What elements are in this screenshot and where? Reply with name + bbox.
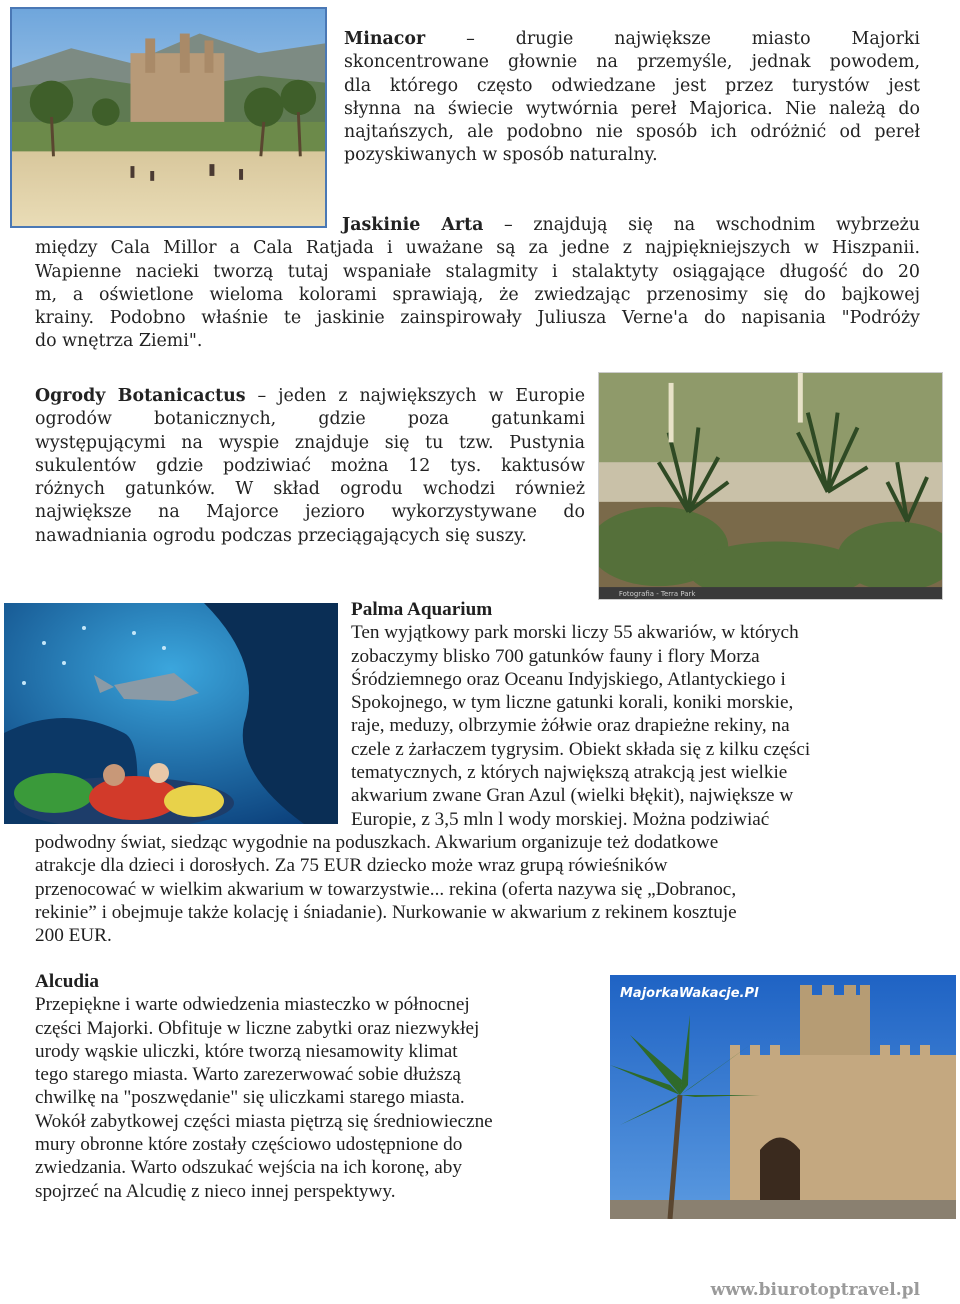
alcudia-line-4: tego starego miasta. Warto zarezerwować sobie dłuższą: [35, 1064, 461, 1086]
botanicactus-photo-caption: Fotografia - Terra Park: [618, 590, 696, 599]
alcudia-line-7: mury obronne które zostały częściowo udostępnione do: [35, 1134, 463, 1156]
aquarium-line-12: przenocować w wielkim akwarium w towarzystwie... rekina (oferta nazywa się „Dobranoc,: [35, 878, 737, 900]
aquarium-line-1: Ten wyjątkowy park morski liczy 55 akwariów, w których: [351, 622, 799, 644]
alcudia-line-6: Wokół zabytkowej części miasta piętrzą się średniowieczne: [35, 1110, 493, 1132]
botanicactus-line-2: ogrodów botanicznych, gdzie poza gatunkami: [35, 409, 585, 430]
section-botanicactus: [35, 385, 585, 548]
arta-line-3: Wapienne nacieki tworzą tutaj wspaniałe stalagmity i stalaktyty osiągające długość do 20: [35, 261, 920, 282]
botanicactus-line-4: sukulentów gdzie podziwiać można 12 tys. kaktusów: [35, 455, 585, 476]
aquarium-line-10: podwodny świat, siedząc wygodnie na poduszkach. Akwarium organizuje też dodatkowe: [35, 832, 719, 853]
alcudia-photo-watermark: MajorkaWakacje.Pl: [620, 986, 759, 1001]
arta-line-4: m, a oświetlone wieloma kolorami sprawiają, że zwiedzając przenosimy się do bajkowej: [35, 284, 920, 305]
arta-line-1: – znajdują się na wschodnim wybrzeżu: [504, 215, 920, 235]
palma-aquarium-photo: [4, 603, 338, 824]
botanicactus-line-5: różnych gatunków. W skład ogrodu wchodzi również: [35, 479, 585, 500]
section-aquarium-side: [351, 598, 921, 831]
palma-cathedral-beach-photo: [10, 7, 327, 228]
aquarium-line-14: 200 EUR.: [35, 925, 112, 947]
alcudia-line-2: części Majorki. Obfituje w liczne zabytki oraz niezwykłej: [35, 1017, 480, 1039]
minacor-line-2: skoncentrowane głownie na przemyśle, jednak powodem,: [344, 52, 920, 73]
botanicactus-title: Ogrody Botanicactus: [35, 386, 246, 406]
alcudia-title: Alcudia: [35, 971, 99, 992]
aquarium-line-6: czele z żarłaczem tygrysim. Obiekt składa się z kilku części: [351, 738, 811, 760]
alcudia-line-5: chwilkę na "poszwędanie" się uliczkami starego miasta.: [35, 1087, 465, 1109]
alcudia-gate-photo: [610, 975, 956, 1219]
aquarium-line-13: rekinie” i obejmuje także kolację i śniadanie). Nurkowanie w akwarium z rekinem kosztuje: [35, 901, 737, 923]
minacor-line-1: – drugie największe miasto Majorki: [466, 29, 920, 49]
minacor-title: Minacor: [344, 29, 426, 49]
botanicactus-garden-photo: [598, 372, 943, 600]
alcudia-line-8: zwiedzania. Warto odszukać wejścia na ich koronę, aby: [35, 1157, 462, 1179]
aquarium-line-7: tematycznych, z których największą atrakcją jest wielkie: [351, 762, 788, 784]
aquarium-line-9: Europie, z 3,5 mln l wody morskiej. Można podziwiać: [351, 808, 770, 830]
section-arta: [35, 214, 920, 354]
botanicactus-line-6: największe na Majorce jezioro wykorzystywane do: [35, 502, 585, 523]
alcudia-line-9: spojrzeć na Alcudię z nieco innej perspektywy.: [35, 1180, 396, 1202]
aquarium-line-4: Spokojnego, w tym liczne gatunki korali, koniki morskie,: [351, 692, 794, 714]
arta-title: Jaskinie Arta: [342, 215, 484, 235]
botanicactus-line-7: nawadniania ogrodu podczas przeciągających się suszy.: [35, 525, 527, 546]
arta-line-6: do wnętrza Ziemi".: [35, 331, 203, 352]
botanicactus-line-3: występującymi na wyspie znajduje się tu tzw. Pustynia: [35, 432, 585, 453]
section-aquarium-full: [35, 831, 920, 947]
alcudia-line-3: urody wąskie uliczki, które tworzą niesamowity klimat: [35, 1040, 458, 1062]
aquarium-line-2: zobaczymy blisko 700 gatunków fauny i flory Morza: [351, 645, 760, 667]
minacor-line-5: najtańszych, ale podobno nie sposób ich odróżnić od pereł: [344, 122, 920, 143]
aquarium-title: Palma Aquarium: [351, 599, 493, 620]
aquarium-line-5: raje, meduzy, olbrzymie żółwie oraz drapieżne rekiny, na: [351, 715, 790, 737]
section-minacor: [344, 28, 920, 168]
aquarium-line-8: akwarium zwane Gran Azul (wielki błękit), największe w: [351, 785, 794, 807]
minacor-line-6: pozyskiwanych w sposób naturalny.: [344, 145, 658, 166]
minacor-line-3: dla którego często odwiedzane jest przez turystów jest: [344, 75, 920, 96]
aquarium-line-3: Śródziemnego oraz Oceanu Indyjskiego, Atlantyckiego i: [351, 668, 786, 690]
section-alcudia: [35, 970, 605, 1203]
aquarium-line-11: atrakcje dla dzieci i dorosłych. Za 75 EUR dziecko może wraz grupą rówieśników: [35, 855, 668, 877]
arta-line-2: między Cala Millor a Cala Ratjada i uważane są za jedne z najpiękniejszych w Hiszpanii.: [35, 238, 920, 259]
alcudia-line-1: Przepiękne i warte odwiedzenia miasteczko w północnej: [35, 994, 470, 1016]
minacor-line-4: słynna na świecie wytwórnia pereł Majorica. Nie należą do: [344, 98, 920, 119]
botanicactus-line-1: – jeden z największych w Europie: [257, 386, 585, 406]
arta-line-5: krainy. Podobno właśnie te jaskinie zainspirowały Juliusza Verne'a do napisania "Podróży: [35, 308, 920, 329]
footer-url[interactable]: www.biurotoptravel.pl: [710, 1280, 920, 1300]
